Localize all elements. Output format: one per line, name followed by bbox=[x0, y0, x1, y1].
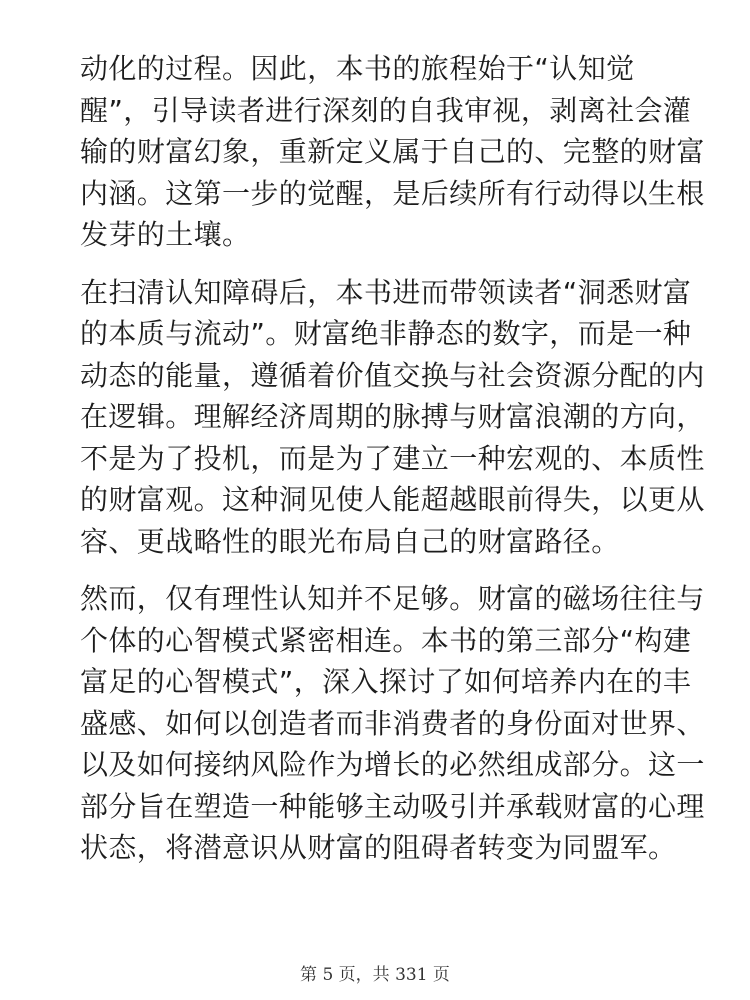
page-body bbox=[80, 48, 705, 885]
text-line: 在扫清认知障碍后，本书进而带领读者“洞悉财富 bbox=[80, 275, 692, 309]
text-line: 状态，将潜意识从财富的阻碍者转变为同盟军。 bbox=[80, 831, 677, 864]
text-line: 动态的能量，遵循着价值交换与社会资源分配的内 bbox=[80, 358, 705, 392]
text-line: 个体的心智模式紧密相连。本书的第三部分“构建 bbox=[80, 623, 692, 657]
text-line: 不是为了投机，而是为了建立一种宏观的、本质性 bbox=[80, 441, 705, 475]
text-line: 盛感、如何以创造者而非消费者的身份面对世界、 bbox=[80, 706, 705, 740]
text-line: 在逻辑。理解经济周期的脉搏与财富浪潮的方向， bbox=[80, 400, 705, 433]
text-line: 内涵。这第一步的觉醒，是后续所有行动得以生根 bbox=[80, 176, 705, 210]
paragraph-1 bbox=[80, 48, 705, 256]
text-line: 输的财富幻象，重新定义属于自己的、完整的财富 bbox=[80, 135, 705, 168]
page-number-footer: 第 5 页，共 331 页 bbox=[300, 965, 450, 985]
paragraph-2 bbox=[80, 272, 705, 563]
text-line: 然而，仅有理性认知并不足够。财富的磁场往往与 bbox=[80, 582, 705, 615]
text-line: 发芽的土壤。 bbox=[80, 218, 251, 251]
text-line: 动化的过程。因此，本书的旅程始于“认知觉 bbox=[80, 52, 635, 85]
text-line: 部分旨在塑造一种能够主动吸引并承载财富的心理 bbox=[80, 789, 705, 823]
text-line: 容、更战略性的眼光布局自己的财富路径。 bbox=[80, 524, 620, 558]
text-line: 醒”，引导读者进行深刻的自我审视，剥离社会灌 bbox=[80, 93, 692, 127]
text-line: 的本质与流动”。财富绝非静态的数字，而是一种 bbox=[80, 317, 692, 350]
paragraph-3 bbox=[80, 578, 705, 869]
text-line: 富足的心智模式”，深入探讨了如何培养内在的丰 bbox=[80, 665, 692, 698]
text-line: 的财富观。这种洞见使人能超越眼前得失，以更从 bbox=[80, 483, 705, 516]
text-line: 以及如何接纳风险作为增长的必然组成部分。这一 bbox=[80, 748, 705, 781]
